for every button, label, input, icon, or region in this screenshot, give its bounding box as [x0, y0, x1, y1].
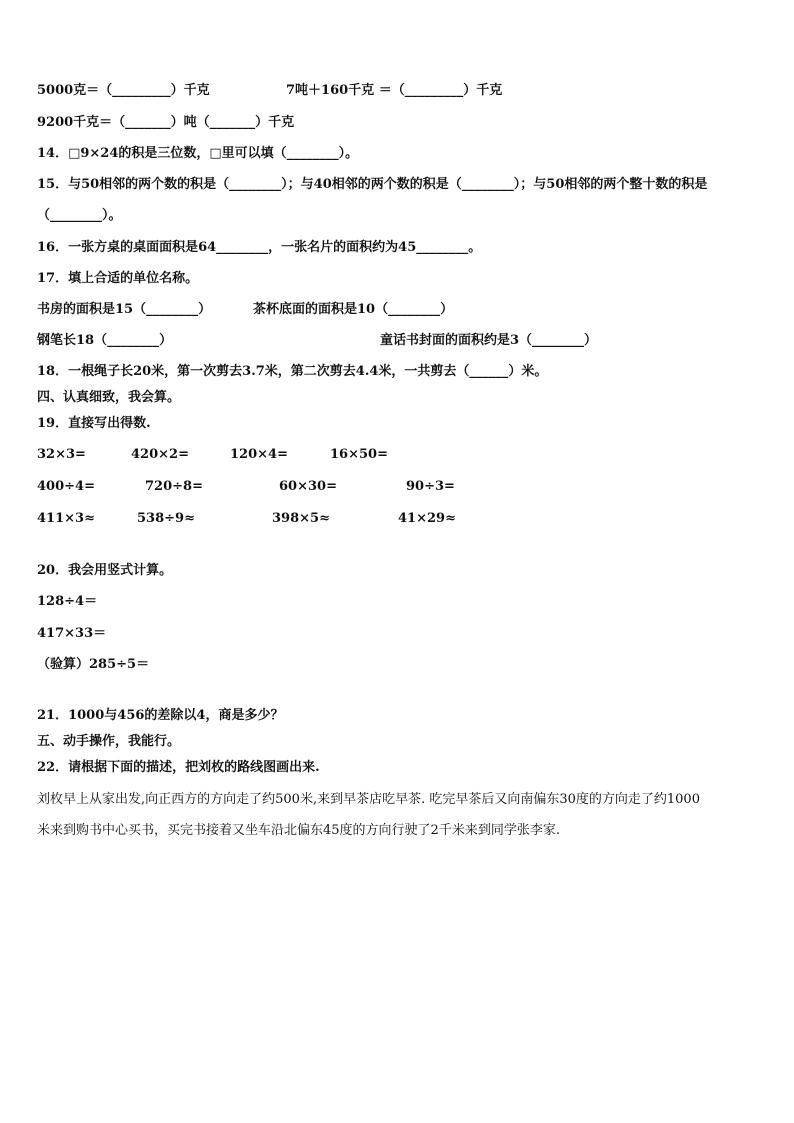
question-17: 17．填上合适的单位名称。 [37, 271, 199, 286]
question-20: 20．我会用竖式计算。 [37, 563, 173, 578]
calc-item: 538÷9≈ [137, 511, 195, 526]
calc-item: 720÷8= [145, 479, 203, 494]
q13-item-b: 7吨＋160千克 ＝（_________）千克 [286, 83, 503, 98]
question-17-item-c: 钢笔长18（________） [37, 333, 173, 348]
question-16: 16．一张方桌的桌面面积是64________，一张名片的面积约为45________。 [37, 240, 482, 255]
section-5-heading: 五、动手操作，我能行。 [37, 734, 181, 749]
question-14: 14．□9×24的积是三位数，□里可以填（________）。 [37, 146, 359, 161]
q13-item-c: 9200千克＝（_______）吨（_______）千克 [37, 115, 295, 130]
question-19: 19．直接写出得数. [37, 416, 151, 431]
question-17-item-d: 童话书封面的面积约是3（________） [380, 333, 598, 348]
question-20-item-b: 417×33＝ [37, 626, 107, 641]
calc-item: 120×4= [230, 447, 288, 462]
question-15-line-1: 15．与50相邻的两个数的积是（________）；与40相邻的两个数的积是（________）；与50相邻的两个整十数的积是 [37, 177, 708, 192]
calc-item: 60×30= [279, 479, 337, 494]
question-22-paragraph-line-2: 米来到购书中心买书，买完书接着又坐车沿北偏东45度的方向行驶了2千米来到同学张李家. [37, 823, 560, 838]
question-20-item-a: 128÷4＝ [37, 594, 98, 609]
calc-item: 41×29≈ [398, 511, 456, 526]
calc-item: 398×5≈ [272, 511, 330, 526]
calc-item: 90÷3= [406, 479, 455, 494]
calc-item: 16×50= [330, 447, 388, 462]
calc-item: 32×3= [37, 447, 86, 462]
question-15-line-2: （________）。 [37, 208, 122, 223]
question-21: 21．1000与456的差除以4，商是多少？ [37, 708, 284, 723]
section-4-heading: 四、认真细致，我会算。 [37, 390, 181, 405]
question-18: 18．一根绳子长20米，第一次剪去3.7米，第二次剪去4.4米，一共剪去（______）米。 [37, 364, 548, 379]
question-22-paragraph-line-1: 刘枚早上从家出发,向正西方的方向走了约500米,来到早茶店吃早茶. 吃完早茶后又向南偏东30度的方向走了约1000 [37, 792, 700, 807]
calc-item: 420×2= [131, 447, 189, 462]
question-22: 22．请根据下面的描述，把刘枚的路线图画出来. [37, 760, 320, 775]
calc-item: 400÷4= [37, 479, 95, 494]
q13-item-a: 5000克＝（_________）千克 [37, 83, 210, 98]
question-17-item-a: 书房的面积是15（________） [37, 302, 212, 317]
question-20-item-c: （验算）285÷5＝ [37, 657, 150, 672]
calc-item: 411×3≈ [37, 511, 95, 526]
question-17-item-b: 茶杯底面的面积是10（________） [253, 302, 454, 317]
